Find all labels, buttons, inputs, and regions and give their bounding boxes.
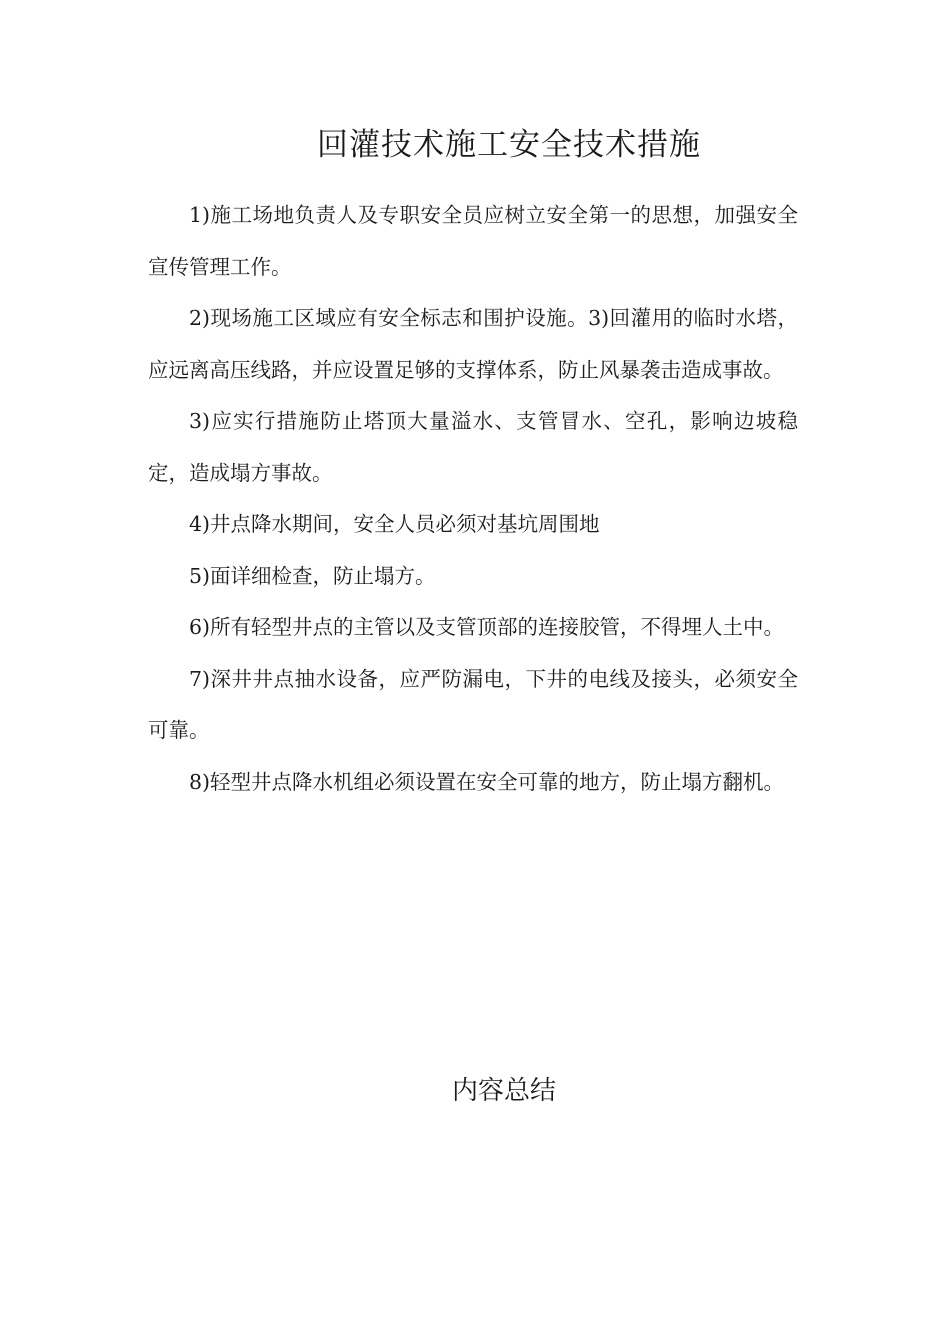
paragraph-6: 6)所有轻型井点的主管以及支管顶部的连接胶管，不得埋人土中。 (189, 615, 785, 639)
paragraph-8: 8)轻型井点降水机组必须设置在安全可靠的地方，防止塌方翻机。 (189, 769, 785, 794)
paragraph-3: 3)应实行措施防止塔顶大量溢水、支管冒水、空孔，影响边坡稳定，造成塌方事故。 (148, 409, 798, 485)
paragraph-7: 7)深井井点抽水设备，应严防漏电，下井的电线及接头，必须安全可靠。 (148, 666, 798, 742)
document-body (148, 190, 798, 808)
paragraph-1: 1)施工场地负责人及专职安全员应树立安全第一的思想，加强安全宣传管理工作。 (148, 203, 798, 279)
paragraph-4: 4)井点降水期间，安全人员必须对基坑周围地 (189, 512, 600, 536)
document-title: 回灌技术施工安全技术措施 (317, 127, 701, 163)
paragraph-5: 5)面详细检查，防止塌方。 (189, 563, 436, 588)
summary-heading: 内容总结 (451, 1076, 556, 1106)
paragraph-2: 2)现场施工区域应有安全标志和围护设施。3)回灌用的临时水塔，应远离高压线路，并应设置足够的支撑体系，防止风暴袭击造成事故。 (148, 306, 798, 382)
